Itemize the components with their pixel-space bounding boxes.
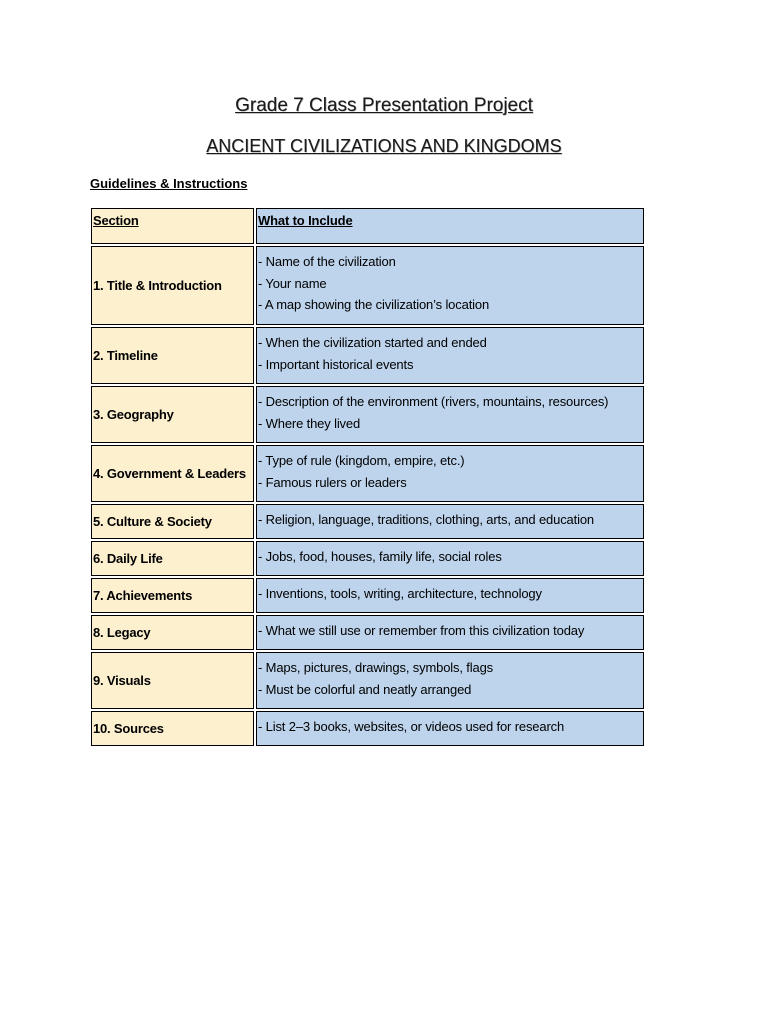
header-section — [91, 208, 254, 244]
section-label: 8. Legacy — [93, 624, 151, 640]
include-cell — [256, 246, 644, 325]
include-item: - Maps, pictures, drawings, symbols, flags — [258, 660, 494, 675]
include-item: - List 2–3 books, websites, or videos used for research — [258, 719, 565, 734]
page-title: Grade 7 Class Presentation Project — [235, 95, 533, 116]
include-item: - Must be colorful and neatly arranged — [258, 681, 472, 697]
include-item: - Name of the civilization — [258, 254, 396, 269]
header-include-label: What to Include — [258, 213, 353, 228]
section-label: 7. Achievements — [93, 587, 193, 603]
section-label: 3. Geography — [93, 406, 174, 422]
include-cell — [256, 711, 644, 746]
include-cell — [256, 652, 644, 709]
section-label: 6. Daily Life — [93, 550, 163, 566]
include-item: - Description of the environment (rivers, mountains, resources) — [258, 394, 609, 409]
include-item: - Your name — [258, 275, 327, 291]
include-cell — [256, 615, 644, 650]
header-section-label: Section — [93, 213, 139, 228]
table-row — [91, 504, 644, 539]
guidelines-table — [91, 208, 644, 748]
section-label: 10. Sources — [93, 720, 164, 736]
include-item: - Religion, language, traditions, clothing, arts, and education — [258, 512, 594, 527]
include-item: - Where they lived — [258, 415, 361, 431]
section-cell — [91, 541, 254, 576]
section-cell — [91, 578, 254, 613]
table-header-row — [91, 208, 644, 244]
section-cell — [91, 445, 254, 502]
table-row — [91, 327, 644, 384]
include-cell — [256, 541, 644, 576]
guidelines-heading: Guidelines & Instructions — [90, 176, 248, 191]
section-label: 2. Timeline — [93, 347, 158, 363]
include-cell — [256, 504, 644, 539]
include-item: - A map showing the civilization’s location — [258, 297, 490, 312]
header-include — [256, 208, 644, 244]
include-item: - Type of rule (kingdom, empire, etc.) — [258, 453, 465, 468]
table-row — [91, 246, 644, 325]
section-cell — [91, 711, 254, 746]
table-row — [91, 445, 644, 502]
table-row — [91, 578, 644, 613]
section-label: 9. Visuals — [93, 672, 151, 688]
section-label: 4. Government & Leaders — [93, 465, 246, 481]
table-row — [91, 652, 644, 709]
table-row — [91, 615, 644, 650]
table-body — [91, 246, 644, 746]
include-item: - Important historical events — [258, 356, 414, 372]
section-cell — [91, 652, 254, 709]
include-item: - What we still use or remember from this civilization today — [258, 623, 585, 638]
section-label: 5. Culture & Society — [93, 513, 212, 529]
section-cell — [91, 386, 254, 443]
include-item: - Jobs, food, houses, family life, social roles — [258, 549, 502, 564]
include-cell — [256, 386, 644, 443]
section-cell — [91, 327, 254, 384]
section-cell — [91, 615, 254, 650]
table-row — [91, 711, 644, 746]
include-item: - Famous rulers or leaders — [258, 474, 407, 490]
include-item: - When the civilization started and ended — [258, 335, 487, 350]
section-cell — [91, 504, 254, 539]
table-row — [91, 541, 644, 576]
table-row — [91, 386, 644, 443]
page-subtitle: ANCIENT CIVILIZATIONS AND KINGDOMS — [206, 136, 562, 156]
include-cell — [256, 327, 644, 384]
include-cell — [256, 445, 644, 502]
include-item: - Inventions, tools, writing, architecture, technology — [258, 586, 542, 601]
section-label: 1. Title & Introduction — [93, 277, 222, 293]
section-cell — [91, 246, 254, 325]
include-cell — [256, 578, 644, 613]
